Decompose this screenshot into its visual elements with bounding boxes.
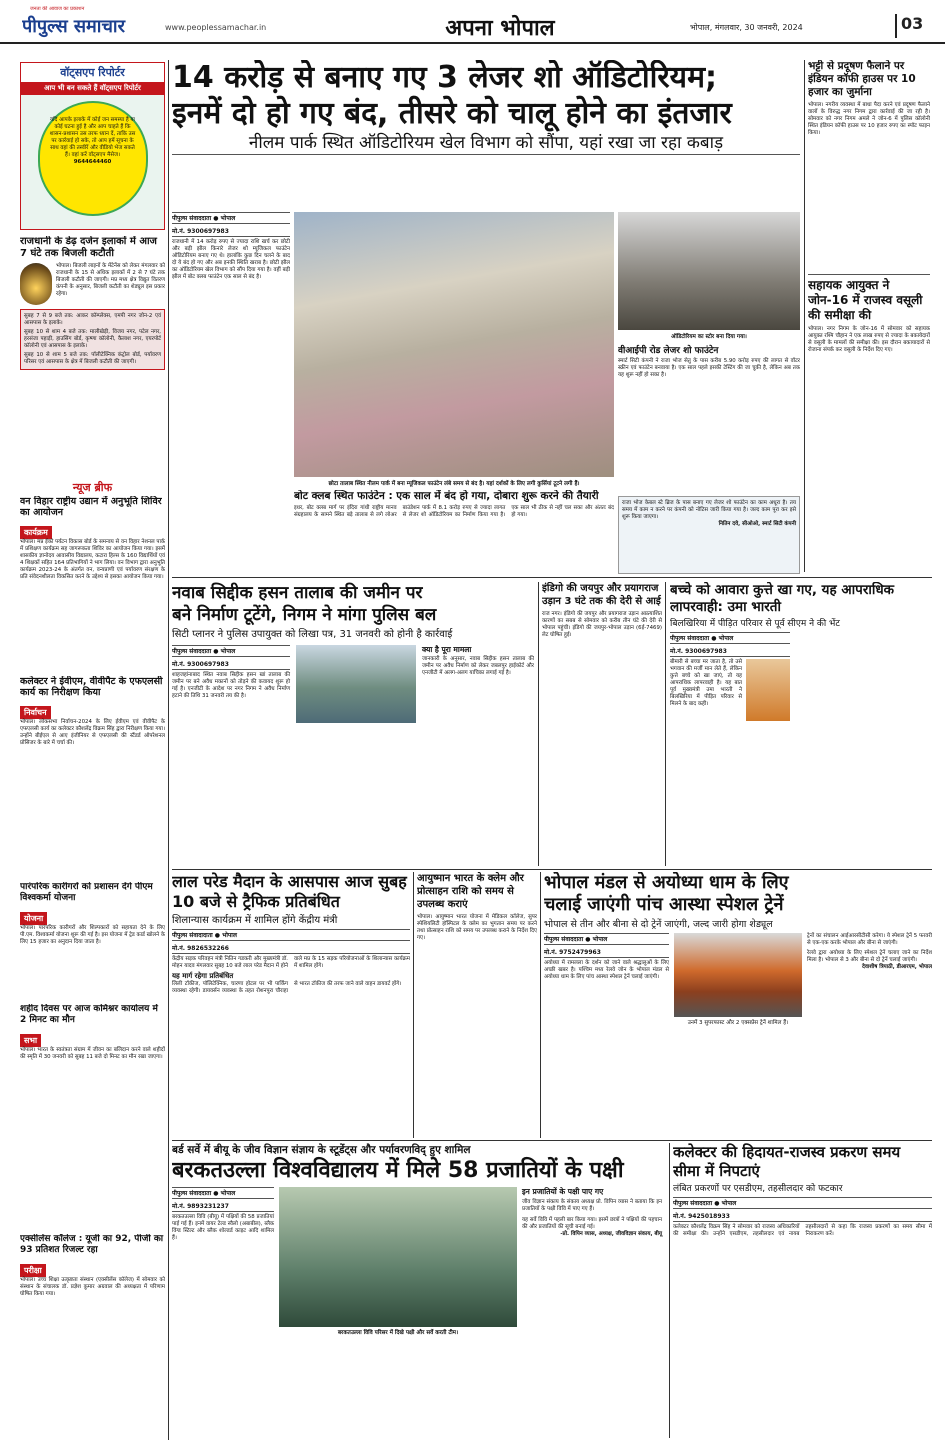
website-link[interactable]: www.peoplessamachar.in bbox=[165, 23, 267, 32]
quote-body: राजा भोज केबल स्टे ब्रिज के पास बनाए गए लेजर शो फाउंटेन का काम अधूरा है। तय समय में काम न करने पर कंपनी को नोटिस जारी किया गया है। जल्द काम पूरा कर इसे शुरू किया जाएगा। bbox=[622, 500, 796, 520]
ayodhya-quote-attribution: देवाशीष त्रिपाठी, डीआरएम, भोपाल bbox=[861, 964, 932, 970]
indigo-headline: इंडिगो की जयपुर और प्रयागराज उड़ान 3 घंटे तक की देरी से आई bbox=[542, 583, 661, 607]
evm-body: भोपाल। लोकसभा निर्वाचन-2024 के लिए ईवीएम एवं वीवीपैट के एफएलसी कार्य का कलेक्टर कौशलेंद्र विक्रम सिंह द्वारा निरीक्षण किया गया। उन्होंने बीईएल से आए इंजीनियर से एफएलसी की स्टैंडर्ड ऑपरेशनल प्रोसिजर के बारे में चर्चा की। bbox=[20, 719, 165, 746]
collector-mobile: मो.नं. 9425018933 bbox=[673, 1211, 932, 1222]
boat-club-headline: बोट क्लब स्थित फाउंटेन : एक साल में बंद हो गया, दोबारा शुरू करने की तैयारी bbox=[294, 490, 599, 502]
ayushman-headline: आयुष्मान भारत के क्लेम और प्रोत्साहन राशि को समय से उपलब्ध कराएं bbox=[417, 873, 524, 910]
exam-headline: एक्सीलेंस कॉलेज : यूजी का 92, पीजी का 93 प्रतिशत रिजल्ट रहा bbox=[20, 1234, 164, 1255]
whatsapp-title: वॉट्सएप रिपोर्टर bbox=[21, 63, 164, 82]
smart-city-quote bbox=[618, 496, 800, 574]
lower-divider bbox=[172, 1140, 932, 1141]
dateline: भोपाल, मंगलवार, 30 जनवरी, 2024 bbox=[690, 23, 803, 32]
bulb-icon bbox=[20, 263, 52, 305]
nawab-subheadline: क्या है पूरा मामला bbox=[422, 645, 472, 654]
pm-scheme-headline: पारंपरिक कारीगरों को प्रशासन देंगे पीएम विश्वकर्मा योजना bbox=[20, 882, 153, 903]
coffee-house-body: भोपाल। नगरीय व्यवस्था में बाधा पैदा करने एवं प्रदूषण फैलाने वालों के विरुद्ध नगर निगम द्वारा कार्रवाई की जा रही है। सोमवार को नगर निगम अमले ने जोन-6 में पुलिस कॉलोनी स्थित इंडियन कॉफी हाउस पर 10 हजार रुपए का स्पॉट फाइन किया। bbox=[808, 102, 930, 136]
martyr-day-tag: सभा bbox=[20, 1034, 41, 1047]
lead-headline-1: 14 करोड़ से बनाए गए 3 लेजर शो ऑडिटोरियम; bbox=[172, 60, 718, 95]
collector-byline: पीपुल्स संवाददाता ● भोपाल bbox=[673, 1197, 932, 1209]
revenue-review-story bbox=[808, 274, 930, 572]
bird-survey-quote-attribution: -प्रो. विपिन व्यास, अध्यक्ष, जीवविज्ञान संकाय, बीयू bbox=[560, 1231, 662, 1237]
ayodhya-quote: रेलवे द्वारा अयोध्या के लिए स्पेशल ट्रेनें चलाए जाने का निर्देश मिला है। भोपाल से 3 और बीना से दो ट्रेनें चलाई जाएंगी। bbox=[807, 950, 932, 963]
auditorium-photo-caption: छोटा तालाब स्थित नीलम पार्क में बना म्यूजिकल फाउंटेन लंबे समय से बंद है। यहां दर्शकों के लिए लगी कुर्सियां टूटने लगी हैं। bbox=[328, 481, 580, 487]
brand-tagline: जनता की आवाज का प्रकाशन bbox=[30, 6, 85, 12]
parade-mobile: मो.नं. 9826532266 bbox=[172, 943, 410, 954]
nawab-body: शाहजहांनाबाद स्थित नवाब सिद्दीक हसन खां तालाब की जमीन पर बने अवैध मकानों को तोड़ने की कवायद शुरू हो गई है। एनजीटी के आदेश पर नगर निगम ने अवैध निर्माण हटाने की तिथि 31 जनवरी तय की है। bbox=[172, 672, 290, 699]
stray-dog-byline: पीपुल्स संवाददाता ● भोपाल bbox=[670, 632, 790, 644]
martyr-day-body: भोपाल। भारत के स्वतंत्रता संग्राम में जीवन का बलिदान करने वाले शहीदों की स्मृति में 30 जनवरी को सुबह 11 बजे दो मिनट का मौन रखा जाएगा। bbox=[20, 1047, 165, 1060]
birds-photo bbox=[279, 1187, 517, 1327]
forest-story bbox=[20, 496, 165, 672]
lake-photo bbox=[296, 645, 416, 723]
exam-story bbox=[20, 1234, 165, 1434]
power-cut-body: भोपाल। बिजली लाइनों के मेंटेनेंस को लेकर मंगलवार को राजधानी के 15 से अधिक इलाकों में 2 से 7 घंटे तक बिजली कटौती की जाएगी। मप्र मध्य क्षेत्र विद्युत वितरण कंपनी के अनुसार, बिजली कटौती का शेड्यूल इस प्रकार रहेगा। bbox=[56, 263, 165, 297]
pm-scheme-body: भोपाल। पारंपरिक कारीगरों और शिल्पकारों को सहायता देने के लिए पी.एम. विश्वकर्मा योजना शुरू की गई है। इस योजना में ट्रेड कार्ड खोलने के लिए 15 हजार का अनुदान दिया जाता है। bbox=[20, 925, 165, 945]
stray-dog-subhead: बिलखिरिया में पीड़ित परिवार से पूर्व सीएम ने की भेंट bbox=[670, 619, 840, 629]
ayodhya-mobile: मो.नं. 9752479963 bbox=[544, 947, 669, 958]
pm-scheme-story bbox=[20, 882, 165, 1002]
nawab-byline: पीपुल्स संवाददाता ● भोपाल bbox=[172, 645, 290, 657]
parade-sub-body: लिली टॉकीज, पॉलिटेक्निक, चारणा होटल पर भी पार्किंग व्यवस्था रहेगी। डायवर्सन व्यवस्था के तहत रोशनपुरा चौराहा से भारत टॉकीज की तरफ जाने वाले वाहन डायवर्ट होंगे। bbox=[172, 981, 402, 994]
parade-subhead: शिलान्यास कार्यक्रम में शामिल होंगे केंद्रीय मंत्री bbox=[172, 915, 338, 926]
collector-body: कलेक्टर कौशलेंद्र विक्रम सिंह ने सोमवार को राजस्व अधिकारियों की समीक्षा की। उन्होंने एसडीएम, तहसीलदार एवं नायब तहसीलदारों से कहा कि राजस्व प्रकरणों का समय सीमा में निराकरण करें। bbox=[673, 1224, 932, 1237]
bird-species-body: जीव विज्ञान संकाय के संकाय अध्यक्ष प्रो. विपिन व्यास ने बताया कि इन प्रजातियों के पक्षी विवि में पाए गए हैं। bbox=[522, 1199, 662, 1212]
whatsapp-circle bbox=[38, 101, 148, 216]
parade-byline: पीपुल्स संवादादाता ● भोपाल bbox=[172, 929, 410, 941]
lead-headline-2: इनमें दो हो गए बंद, तीसरे को चालू होने का इंतजार bbox=[172, 96, 732, 131]
bird-species-headline: इन प्रजातियों के पक्षी पाए गए bbox=[522, 1187, 604, 1196]
lead-body-column bbox=[172, 212, 290, 574]
whatsapp-box bbox=[20, 62, 165, 230]
ayodhya-body-2: ट्रेनों का संचालन आईआरसीटीसी करेगा। ये स्पेशल ट्रेनें 5 फरवरी से एक-एक करके भोपाल और बीना से जाएंगी। bbox=[807, 933, 932, 946]
ayushman-divider bbox=[540, 872, 541, 1138]
whatsapp-body: यदि आपके इलाके में कोई जन समस्या है या कोई घटना हुई है और आप चाहते हैं कि शासन-प्रशासन उस तरफ ध्यान दें, ताकि उस पर कार्रवाई हो सके, तो आप हमें सूचना के साथ वहां की तस्वीरें और वीडियो भेज सकते हैं। वहां करें वॉट्सएप मैसेज। bbox=[49, 117, 136, 158]
forest-tag: कार्यक्रम bbox=[20, 526, 52, 539]
martyr-day-story bbox=[20, 1004, 165, 1174]
lead-mobile: मो.नं. 9300697983 bbox=[172, 226, 290, 237]
revenue-review-headline: सहायक आयुक्त ने जोन-16 में राजस्व वसूली की समीक्षा की bbox=[808, 278, 923, 322]
ayodhya-body: अयोध्या में रामलला के दर्शन को जाने वाले श्रद्धालुओं के लिए अच्छी खबर है। पश्चिम मध्य रेलवे जोन के भोपाल मंडल से अयोध्या धाम के लिए पांच आस्था स्पेशल ट्रेनें चलाई जाएंगी। bbox=[544, 960, 669, 980]
evm-story bbox=[20, 676, 165, 876]
power-cut-schedule bbox=[20, 309, 165, 370]
collector-subhead: लंबित प्रकरणों पर एसडीएम, तहसीलदार को फटकार bbox=[673, 1184, 843, 1194]
brand-logo: पीपुल्स समाचार bbox=[22, 16, 125, 37]
collector-headline: कलेक्टर की हिदायत-राजस्व प्रकरण समय सीमा में निपटाएं bbox=[673, 1143, 901, 1180]
pm-scheme-tag: योजना bbox=[20, 912, 47, 925]
nawab-subhead: सिटी प्लानर ने पुलिस उपायुक्त को लिखा पत्र, 31 जनवरी को होनी है कार्रवाई bbox=[172, 629, 453, 640]
ayushman-body: भोपाल। आयुष्मान भारत योजना में मेडिकल कॉलेज, सुपर स्पेशियलिटी हॉस्पिटल के क्लेम का भुगतान समय पर करने तथा प्रोत्साहन राशि को समय पर उपलब्ध कराने के निर्देश दिए गए। bbox=[417, 914, 537, 941]
birds-divider bbox=[669, 1143, 670, 1438]
ayodhya-headline-1: भोपाल मंडल से अयोध्या धाम के लिए bbox=[544, 872, 789, 893]
indigo-body: राज नगर। इंडिगो की जयपुर और प्रयागराज उड़ान अप्रत्याशित कारणों का सबब से सोमवार को करीब तीन घंटे की देरी से भोपाल पहुंची। इंडिगो की जयपुर-भोपाल उड़ान (6ई-7469) लेट घोषित हुई। bbox=[542, 611, 662, 638]
whatsapp-subtitle: आप भी बन सकते हैं वॉट्सएप रिपोर्टर bbox=[21, 82, 164, 95]
bird-survey-quote: यह सर्वे विवि में पहली बार किया गया। इसमें छात्रों ने पक्षियों की पहचान की और प्रजातियों की सूची बनाई गई। bbox=[522, 1217, 662, 1230]
collector-story bbox=[673, 1143, 932, 1438]
stray-dog-story bbox=[670, 582, 932, 866]
parade-headline: लाल परेड मैदान के आसपास आज सुबह 10 बजे से ट्रैफिक प्रतिबंधित bbox=[172, 872, 407, 911]
nawab-divider bbox=[538, 582, 539, 866]
bird-survey-kicker: बर्ड सर्वे में बीयू के जीव विज्ञान संज्ञाय के स्टूडेंट्स और पर्यावरणविद् हुए शामिल bbox=[172, 1144, 471, 1156]
news-brief-label: न्यूज ब्रीफ bbox=[72, 481, 113, 494]
power-cut-headline: राजधानी के डेढ़ दर्जन इलाकों में आज 7 घंटे तक बिजली कटौती bbox=[20, 236, 157, 259]
birds-photo-caption: बरकतउल्ला विवि परिसर में दिखे पक्षी और सर्वे करती टीम। bbox=[337, 1330, 459, 1336]
nawab-headline-2: बने निर्माण टूटेंगे, निगम ने मांगा पुलिस बल bbox=[172, 605, 437, 625]
schedule-item: सुबह 10 से शाम 5 बजे तक: पॉलीटेक्निक कंट्रोल बोर्ड, पर्यावरण परिसर एवं आसपास के क्षेत्र में बिजली कटौती की जाएगी। bbox=[24, 352, 161, 365]
middle-divider bbox=[172, 869, 932, 870]
auditorium-photo bbox=[294, 212, 614, 477]
quote-attribution: नितिन दवे, सीओओ, स्मार्ट सिटी कंपनी bbox=[718, 521, 796, 527]
boat-club-story bbox=[294, 490, 614, 574]
boat-club-body: इधर, बोट क्लब मार्ग पर इंदिरा गांधी राष्ट्रीय मानव संग्रहालय के सामने स्थित बड़े तालाब से लगे लोअर बाउंडेशन पार्क में 8.1 करोड़ रुपए से ज्यादा लागत से लेजर शो ऑडिटोरियम का निर्माण किया गया है। एक साल भी ठीक से नहीं चल सका और अंततः बंद हो गया। bbox=[294, 505, 614, 518]
ayushman-story bbox=[417, 872, 537, 1138]
uma-bharti-photo bbox=[746, 659, 790, 721]
schedule-item: सुबह 7 से 9 बजे तक: आकर कॉम्प्लेक्स, एमपी नगर जोन-2 एवं आसपास के इलाके। bbox=[24, 313, 161, 326]
train-photo-caption: उनमें 3 सुपरफास्ट और 2 एक्सप्रेस ट्रेनें शामिल हैं। bbox=[687, 1020, 789, 1026]
page-number: 03 bbox=[895, 14, 925, 38]
bird-survey-body: बरकतउल्ला विवि (बीयू) में पक्षियों की 58 प्रजातियां पाई गई हैं। इनमें वायर टेल्ड स्वैलो (अबाबील), ब्लैक विंग्ड स्टिल्ट और ब्लैक शोल्डर्ड काइट आदि शामिल हैं। bbox=[172, 1214, 274, 1241]
right-column-divider bbox=[804, 60, 805, 572]
ayodhya-subhead: भोपाल से तीन और बीना से दो ट्रेनें जाएंगी, जल्द जारी होगा शेड्यूल bbox=[544, 919, 773, 930]
vip-road-headline: वीआईपी रोड लेजर शो फाउंटेन bbox=[618, 346, 719, 356]
nawab-story bbox=[172, 582, 534, 866]
stray-dog-body-2 bbox=[795, 632, 931, 721]
bird-survey-story bbox=[172, 1143, 666, 1438]
indigo-story bbox=[542, 582, 662, 866]
store-photo-caption: ऑडिटोरियम का स्टोर बना दिया गया। bbox=[671, 334, 747, 340]
store-photo bbox=[618, 212, 800, 330]
ayodhya-byline: पीपुल्स संवाददाता ● भोपाल bbox=[544, 933, 669, 945]
forest-body: भोपाल। मप्र ईको पर्यटन विकास बोर्ड के समन्वय से वन विहार नेशनल पार्क में प्रशिक्षण कार्यक्रम सह जागरूकता शिविर का आयोजन किया गया। इसमें शासकीय ज्ञानोदय आवासीय विद्यालय, कटारा हिल्स के 160 विद्यार्थियों एवं 4 शिक्षकों सहित 164 प्रतिभागियों ने भाग लिया। वन विभाग द्वारा अनुभूति कार्यक्रम 2023-24 के अंतर्गत वन, वन्यप्राणी एवं पर्यावरण संरक्षण के प्रति संवेदनशीलता विकसित करने के उद्देश्य से इसका आयोजन किया गया। bbox=[20, 539, 165, 580]
lead-body: राजधानी में 14 करोड़ रुपए से ज्यादा राशि खर्च कर छोटी और बड़ी झील किनारे लेजर शो म्यूजिकल फाउंटेन ऑडिटोरियम बनाए गए थे। हालांकि कुछ दिन चलने के बाद दो ये बंद हो गए और अब इनकी स्थिति खराब है। छोटी झील का ऑडिटोरियम खेल विभाग को सौंप दिया गया है। वहीं बड़ी झील में बोट क्लब फाउंटेन एक साल से बंद है। bbox=[172, 239, 290, 280]
parade-story bbox=[172, 872, 410, 1138]
schedule-item: सुबह 10 से शाम 4 बजे तक: मालीखेड़ी, विजय नगर, पटेल नगर, हरसंजा पहाड़ी, हाउसिंग बोर्ड, कृष्णा कॉलोनी, कैलाश नगर, एयरपोर्ट कॉलोनी एवं आसपास के इलाके। bbox=[24, 329, 161, 349]
forest-headline: वन विहार राष्ट्रीय उद्यान में अनुभूति शिविर का आयोजन bbox=[20, 496, 162, 518]
lead-byline: पीपुल्स संवाददाता ● भोपाल bbox=[172, 212, 290, 224]
masthead bbox=[0, 0, 945, 44]
stray-dog-mobile: मो.नं. 9300697983 bbox=[670, 646, 790, 657]
parade-divider bbox=[413, 872, 414, 1138]
coffee-house-headline: भट्टी से प्रदूषण फैलाने पर इंडियन कॉफी हाउस पर 10 हजार का जुर्माना bbox=[808, 60, 916, 98]
bird-survey-mobile: मो.नं. 9893231237 bbox=[172, 1201, 274, 1212]
stray-dog-headline: बच्चे को आवारा कुत्ते खा गए, यह आपराधिक लापरवाही: उमा भारती bbox=[670, 582, 895, 615]
whatsapp-phone[interactable]: 9644644460 bbox=[73, 159, 112, 165]
vip-road-body: स्मार्ट सिटी कंपनी ने राजा भोज सेतु के पास करीब 5.90 करोड़ रुपए की लागत से वॉटर स्क्रीन एवं फाउंटेन बनवाया है। एक साल पहले इसकी टेस्टिंग की जा चुकी है, लेकिन अब तक यह शुरू नहीं हो सका है। bbox=[618, 358, 800, 378]
section-divider bbox=[172, 577, 932, 578]
revenue-review-body: भोपाल। नगर निगम के जोन-16 में सोमवार को सहायक आयुक्त रश्मि चौहान ने एक लाख रुपए से ज्यादा के बकायेदारों से वसूली के मामलों की समीक्षा की। इस दौरान बकायादारों से रोजाना संपर्क कर वसूली के निर्देश दिए गए। bbox=[808, 326, 930, 353]
coffee-house-story bbox=[808, 60, 930, 270]
vip-road-box bbox=[618, 343, 800, 493]
evm-tag: निर्वाचन bbox=[20, 706, 51, 719]
evm-headline: कलेक्टर ने ईवीएम, वीवीपैट के एफएलसी कार्य का निरीक्षण किया bbox=[20, 676, 163, 698]
bird-survey-headline: बरकतउल्ला विश्वविद्यालय में मिले 58 प्रजातियों के पक्षी bbox=[172, 1158, 624, 1183]
nawab-sub-body: जानकारी के अनुसार, नवाब सिद्दीक हसन तालाब की जमीन पर अवैध निर्माण को लेकर जबलपुर हाईकोर्ट और एनजीटी में अलग-अलग याचिका लगाई गई है। bbox=[422, 656, 534, 676]
section-title: अपना भोपाल bbox=[445, 16, 555, 40]
exam-body: भोपाल। उच्च शिक्षा उत्कृष्टता संस्थान (एक्सीलेंस कॉलेज) में सोमवार को संस्थान के संचालक डॉ. प्रज्ञेश कुमार अग्रवाल की अध्यक्षता में परिणाम घोषित किया गया। bbox=[20, 1277, 165, 1297]
stray-dog-body: बीमारी से बच्चा मर जाता है, तो उसे भगवान की मर्जी मान लेते हैं, लेकिन कुत्ते बच्चे को खा जाएं, तो यह आपराधिक लापरवाही है। यह बात पूर्व मुख्यमंत्री उमा भारती ने बिलखिरिया में पीड़ित परिवार से मिलने के बाद कही। bbox=[670, 659, 742, 707]
power-cut-story bbox=[20, 236, 165, 476]
nawab-headline-1: नवाब सिद्दीक हसन तालाब की जमीन पर bbox=[172, 583, 423, 603]
lead-subhead: नीलम पार्क स्थित ऑडिटोरियम खेल विभाग को सौंपा, यहां रखा जा रहा कबाड़ bbox=[172, 132, 800, 155]
martyr-day-headline: शहीद दिवस पर आज कमिश्नर कार्यालय में 2 मिनट का मौन bbox=[20, 1004, 158, 1025]
ayodhya-headline-2: चलाई जाएंगी पांच आस्था स्पेशल ट्रेनें bbox=[544, 894, 784, 915]
exam-tag: परीक्षा bbox=[20, 1264, 46, 1277]
parade-subheadline: यह मार्ग रहेगा प्रतिबंधित bbox=[172, 972, 234, 980]
left-column-divider bbox=[168, 60, 169, 1440]
parade-body: केंद्रीय सड़क परिवहन मंत्री नितिन गडकरी और मुख्यमंत्री डॉ. मोहन यादव मंगलवार सुबह 10 बजे लाल परेड मैदान में होने वाले मप्र के 15 सड़क परियोजनाओं के शिलान्यास कार्यक्रम में शामिल होंगे। bbox=[172, 956, 410, 969]
ayodhya-story bbox=[544, 872, 932, 1138]
train-photo bbox=[674, 933, 802, 1017]
bird-survey-byline: पीपुल्स संवाददाता ● भोपाल bbox=[172, 1187, 274, 1199]
indigo-divider bbox=[665, 582, 666, 866]
nawab-mobile: मो.नं. 9300697983 bbox=[172, 659, 290, 670]
